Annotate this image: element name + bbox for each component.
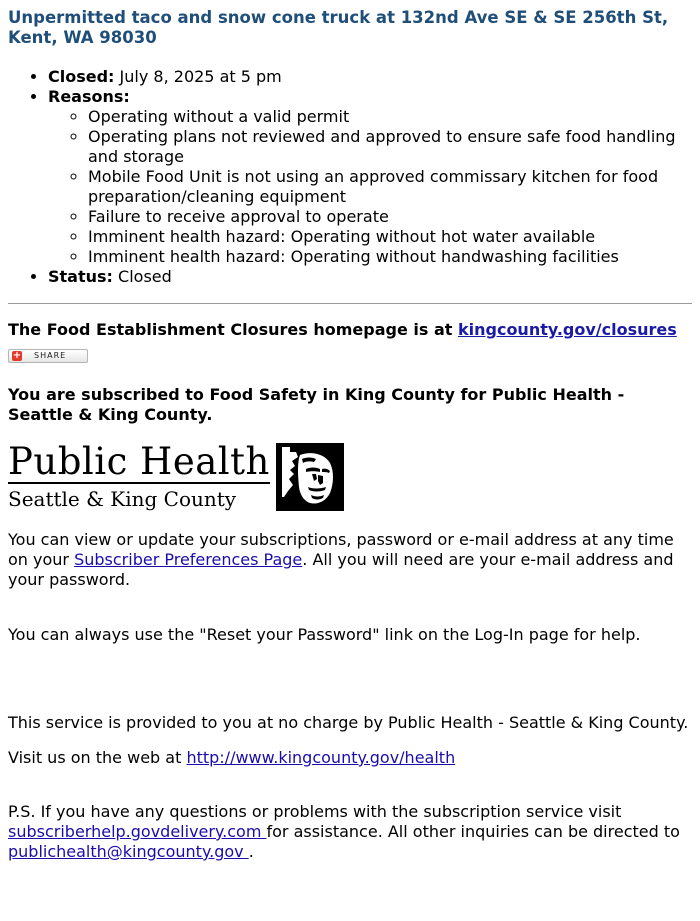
homepage-line — [8, 320, 692, 340]
visit-text: Visit us on the web at — [8, 748, 187, 767]
reason-item: ◦ Operating plans not reviewed and approved to ensure safe food handling and storage — [88, 127, 692, 167]
subscriberhelp-link[interactable]: subscriberhelp.govdelivery.com — [8, 822, 267, 841]
service-paragraph: This service is provided to you at no charge by Public Health - Seattle & King County. — [8, 713, 689, 732]
reason-item: ◦ Imminent health hazard: Operating without handwashing facilities — [88, 247, 692, 267]
status-label: Status: — [48, 267, 113, 286]
subscription-notice: You are subscribed to Food Safety in King County for Public Health - Seattle & King County. — [8, 385, 625, 424]
share-label: SHARE — [34, 351, 67, 360]
ps-text-end: . — [248, 842, 254, 861]
notice-title: Unpermitted taco and snow cone truck at 132nd Ave SE & SE 256th St, Kent, WA 98030 — [8, 8, 669, 47]
closed-label: Closed: — [48, 67, 115, 86]
ps-paragraph — [8, 802, 692, 862]
visit-paragraph — [8, 748, 692, 768]
reason-item: ◦ Mobile Food Unit is not using an approved commissary kitchen for food preparation/cleaning equipment — [88, 167, 692, 207]
reason-item: ◦ Failure to receive approval to operate — [88, 207, 692, 227]
homepage-text: The Food Establishment Closures homepage is at — [8, 320, 458, 339]
reasons-item — [48, 87, 692, 267]
logo-main-text: Public Health — [8, 440, 270, 483]
preferences-paragraph — [8, 530, 692, 590]
reset-password-paragraph: You can always use the "Reset your Password" link on the Log-In page for help. — [8, 625, 641, 644]
divider — [8, 303, 692, 304]
prefs-text-after: . All you will need are your e-mail address and your password. — [8, 550, 674, 589]
closed-value: July 8, 2025 at 5 pm — [119, 67, 282, 86]
subscriber-preferences-link[interactable]: Subscriber Preferences Page — [74, 550, 303, 569]
closures-homepage-link[interactable]: kingcounty.gov/closures — [457, 320, 677, 339]
reasons-label: Reasons: — [48, 87, 130, 106]
closed-item — [48, 67, 692, 87]
reason-item: ◦ Imminent health hazard: Operating without hot water available — [88, 227, 692, 247]
reasons-list — [48, 107, 692, 267]
reason-item: ◦ Operating without a valid permit — [88, 107, 692, 127]
status-item — [48, 267, 692, 287]
share-plus-icon: + — [12, 350, 22, 361]
ps-text-before: P.S. If you have any questions or problems with the subscription service visit — [8, 802, 622, 821]
publichealth-email-link[interactable]: publichealth@kingcounty.gov — [8, 842, 249, 861]
public-health-logo — [8, 440, 692, 513]
health-website-link[interactable]: http://www.kingcounty.gov/health — [186, 748, 456, 767]
mlk-portrait-icon — [276, 443, 344, 511]
share-button[interactable] — [8, 349, 88, 363]
ps-text-middle: for assistance. All other inquiries can be directed to — [266, 822, 680, 841]
logo-wordmark — [8, 440, 272, 511]
prefs-text-before: You can view or update your subscriptions, password or e-mail address at any time on your — [8, 530, 674, 569]
status-value: Closed — [118, 267, 172, 286]
logo-sub-text: Seattle & King County — [8, 487, 237, 511]
notice-details — [8, 67, 692, 287]
